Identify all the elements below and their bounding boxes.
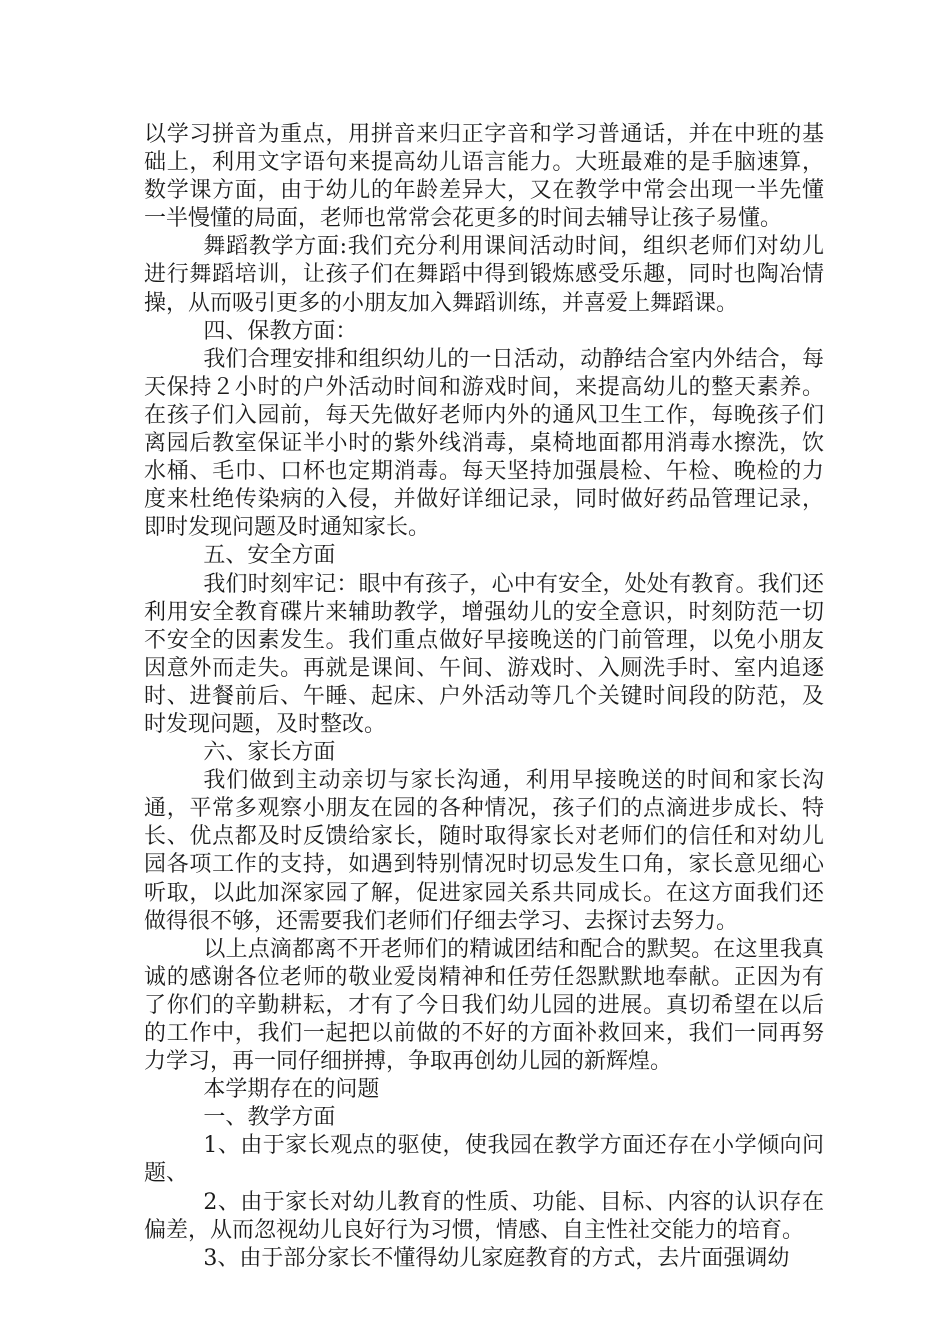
paragraph-dance-teaching: 舞蹈教学方面:我们充分利用课间活动时间，组织老师们对幼儿进行舞蹈培训，让孩子们在舞蹈中得到锻炼感受乐趣，同时也陶冶情操，从而吸引更多的小朋友加入舞蹈训练，并喜爱上舞蹈课。 — [144, 234, 824, 316]
section-heading-problems: 本学期存在的问题 — [203, 1077, 380, 1103]
paragraph-thanks: 以上点滴都离不开老师们的精诚团结和配合的默契。在这里我真诚的感谢各位老师的敬业爱岗精神和任劳任怨默默地奉献。正因为有了你们的辛勤耕耘，才有了今日我们幼儿园的进展。真切希望在以后的工作中，我们一起把以前做的不好的方面补救回来，我们一同再努力学习，再一同仔细拼搏，争取再创幼儿园的新辉煌。 — [144, 936, 824, 1075]
section-heading-teaching: 一、教学方面 — [203, 1105, 336, 1131]
section-heading-parents: 六、家长方面 — [203, 740, 336, 766]
paragraph-safety: 我们时刻牢记：眼中有孩子，心中有安全，处处有教育。我们还利用安全教育碟片来辅助教学，增强幼儿的安全意识，时刻防范一切不安全的因素发生。我们重点做好早接晚送的门前管理，以免小朋友因意外而走失。再就是课间、午间、游戏时、入厕洗手时、室内追逐时、进餐前后、午睡、起床、户外活动等几个关键时间段的防范，及时发现问题，及时整改。 — [144, 571, 824, 737]
paragraph-pinyin-teaching: 以学习拼音为重点，用拼音来归正字音和学习普通话，并在中班的基础上，利用文字语句来提高幼儿语言能力。大班最难的是手脑速算，数学课方面，由于幼儿的年龄差异大，又在教学中常会出现一半先懂一半慢懂的局面，老师也常常会花更多的时间去辅导让孩子易懂。 — [144, 122, 824, 232]
problem-item-3: 3、由于部分家长不懂得幼儿家庭教育的方式，去片面强调幼 — [203, 1245, 790, 1271]
document-body — [144, 121, 824, 1273]
section-heading-safety: 五、安全方面 — [203, 543, 336, 569]
paragraph-care: 我们合理安排和组织幼儿的一日活动，动静结合室内外结合，每天保持２小时的户外活动时间和游戏时间，来提高幼儿的整天素养。在孩子们入园前，每天先做好老师内外的通风卫生工作，每晚孩子们离园后教室保证半小时的紫外线消毒，桌椅地面都用消毒水擦洗，饮水桶、毛巾、口杯也定期消毒。每天坚持加强晨检、午检、晚检的力度来杜绝传染病的入侵，并做好详细记录，同时做好药品管理记录，即时发现问题及时通知家长。 — [144, 346, 824, 541]
problem-item-1: 1、由于家长观点的驱使，使我园在教学方面还存在小学倾向问题、 — [144, 1133, 824, 1187]
paragraph-parents: 我们做到主动亲切与家长沟通，利用早接晚送的时间和家长沟通，平常多观察小朋友在园的各种情况，孩子们的点滴进步成长、特长、优点都及时反馈给家长，随时取得家长对老师们的信任和对幼儿园各项工作的支持，如遇到特别情况时切忌发生口角，家长意见细心听取，以此加深家园了解，促进家园关系共同成长。在这方面我们还做得很不够，还需要我们老师们仔细去学习、去探讨去努力。 — [144, 768, 824, 934]
problem-item-2: 2、由于家长对幼儿教育的性质、功能、目标、内容的认识存在偏差，从而忽视幼儿良好行为习惯，情感、自主性社交能力的培育。 — [144, 1189, 824, 1243]
section-heading-care: 四、保教方面： — [203, 318, 358, 344]
